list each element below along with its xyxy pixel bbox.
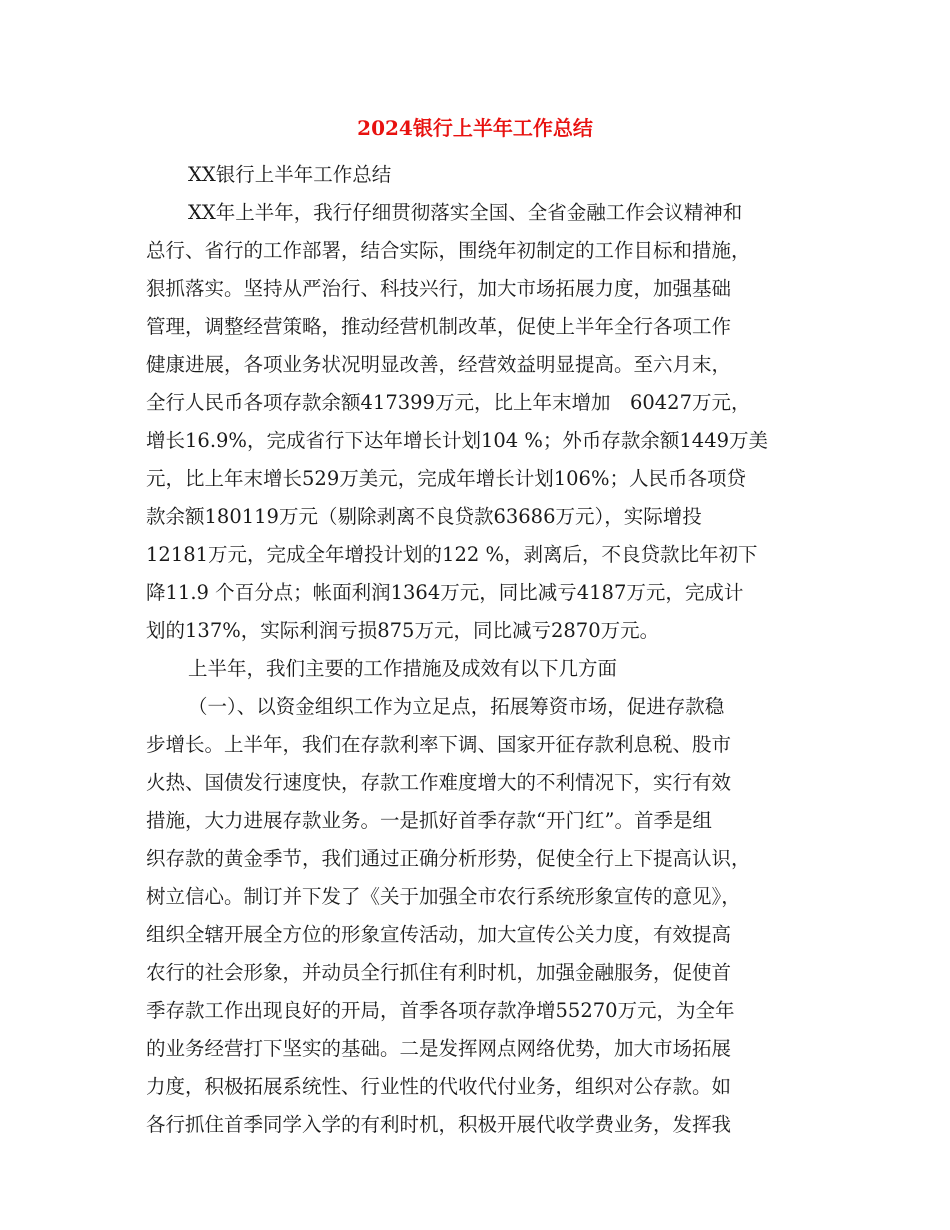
body-line: XX年上半年，我行仔细贯彻落实全国、全省金融工作会议精神和 xyxy=(188,201,743,224)
body-line: 农行的社会形象，并动员全行抓住有利时机，加强金融服务，促使首 xyxy=(146,961,732,984)
body-line: 组织全辖开展全方位的形象宣传活动，加大宣传公关力度，有效提高 xyxy=(146,923,732,946)
body-line: 12181万元，完成全年增投计划的122 %，剥离后，不良贷款比年初下 xyxy=(146,543,758,566)
body-line: 增长16.9%，完成省行下达年增长计划104 %；外币存款余额1449万美 xyxy=(146,429,769,452)
body-line: 织存款的黄金季节，我们通过正确分析形势，促使全行上下提高认识， xyxy=(146,847,751,870)
body-line: 的业务经营打下坚实的基础。二是发挥网点网络优势，加大市场拓展 xyxy=(146,1037,732,1060)
body-line: 管理，调整经营策略，推动经营机制改革，促使上半年全行各项工作 xyxy=(146,315,732,338)
document-title: 2024银行上半年工作总结 xyxy=(357,116,593,140)
body-line: 健康进展，各项业务状况明显改善，经营效益明显提高。至六月末， xyxy=(146,353,732,376)
body-line: 款余额180119万元（剔除剥离不良贷款63686万元），实际增投 xyxy=(146,505,702,528)
body-line: 总行、省行的工作部署，结合实际，围绕年初制定的工作目标和措施， xyxy=(146,239,751,262)
body-line: 全行人民币各项存款余额417399万元，比上年末增加 60427万元， xyxy=(146,391,751,414)
body-line: XX银行上半年工作总结 xyxy=(188,163,392,186)
body-line: 上半年，我们主要的工作措施及成效有以下几方面 xyxy=(188,657,618,680)
body-line: 措施，大力进展存款业务。一是抓好首季存款“开门红”。首季是组 xyxy=(146,809,712,832)
body-line: 划的137%，实际利润亏损875万元，同比减亏2870万元。 xyxy=(146,619,660,642)
body-line: 各行抓住首季同学入学的有利时机，积极开展代收学费业务，发挥我 xyxy=(146,1113,732,1136)
body-line: 火热、国债发行速度快，存款工作难度增大的不利情况下，实行有效 xyxy=(146,771,732,794)
body-line: 树立信心。制订并下发了《关于加强全市农行系统形象宣传的意见》， xyxy=(146,885,741,908)
body-line: 季存款工作出现良好的开局，首季各项存款净增55270万元，为全年 xyxy=(146,999,735,1022)
body-line: 力度，积极拓展系统性、行业性的代收代付业务，组织对公存款。如 xyxy=(146,1075,732,1098)
body-line: （一）、以资金组织工作为立足点，拓展筹资市场，促进存款稳 xyxy=(188,695,725,718)
body-line: 狠抓落实。坚持从严治行、科技兴行，加大市场拓展力度，加强基础 xyxy=(146,277,732,300)
body-line: 元，比上年末增长529万美元，完成年增长计划106%；人民币各项贷 xyxy=(146,467,746,490)
body-line: 步增长。上半年，我们在存款利率下调、国家开征存款利息税、股市 xyxy=(146,733,732,756)
body-line: 降11.9 个百分点；帐面利润1364万元，同比减亏4187万元，完成计 xyxy=(146,581,744,604)
